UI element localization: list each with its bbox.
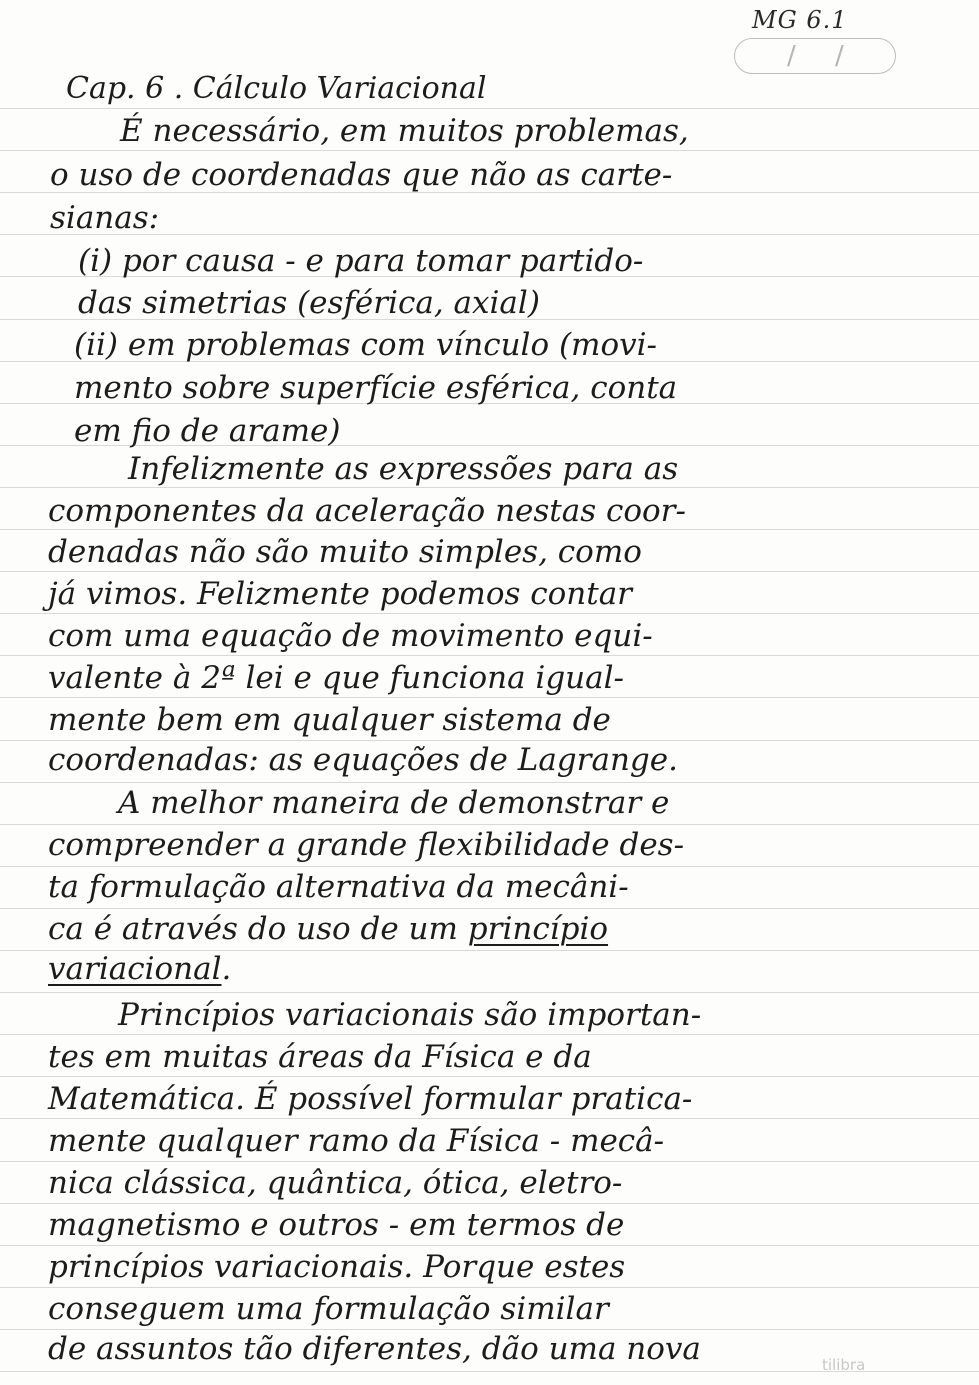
ruled-line xyxy=(0,150,979,151)
text-line: valente à 2ª lei e que funciona igual- xyxy=(48,660,624,696)
ruled-line xyxy=(0,1329,979,1330)
ruled-line xyxy=(0,1034,979,1035)
text-line: tes em muitas áreas da Física e da xyxy=(48,1039,592,1075)
text-line: em fio de arame) xyxy=(74,413,341,449)
underlined-term: variacional xyxy=(48,951,222,987)
ruled-line xyxy=(0,1076,979,1077)
date-slash: / xyxy=(835,41,844,71)
ruled-line xyxy=(0,1118,979,1119)
ruled-line xyxy=(0,697,979,698)
text-line: denadas não são muito simples, como xyxy=(48,534,642,570)
ruled-line xyxy=(0,108,979,109)
ruled-line xyxy=(0,571,979,572)
text-segment: . xyxy=(221,951,232,987)
text-line: sianas: xyxy=(50,200,160,236)
text-line: o uso de coordenadas que não as carte- xyxy=(50,157,673,193)
ruled-line xyxy=(0,1203,979,1204)
text-line: Princípios variacionais são importan- xyxy=(118,997,702,1033)
text-line: mente bem em qualquer sistema de xyxy=(48,702,611,738)
text-line: A melhor maneira de demonstrar e xyxy=(118,785,670,821)
ruled-line xyxy=(0,1161,979,1162)
ruled-line xyxy=(0,487,979,488)
text-line: Matemática. É possível formular pratica- xyxy=(48,1081,693,1117)
text-segment: ca é através do uso de um xyxy=(48,911,468,947)
ruled-line xyxy=(0,908,979,909)
date-slash: / xyxy=(787,41,796,71)
ruled-line xyxy=(0,1287,979,1288)
ruled-line xyxy=(0,529,979,530)
brand-watermark: tilibra xyxy=(822,1356,866,1374)
text-line: coordenadas: as equações de Lagrange. xyxy=(48,742,678,778)
text-line: compreender a grande flexibilidade des- xyxy=(48,827,685,863)
text-line: das simetrias (esférica, axial) xyxy=(78,285,540,321)
text-line: Infelizmente as expressões para as xyxy=(128,451,679,487)
text-line: ta formulação alternativa da mecâni- xyxy=(48,869,629,905)
text-line: (ii) em problemas com vínculo (movi- xyxy=(74,327,658,363)
ruled-line xyxy=(0,613,979,614)
ruled-line xyxy=(0,1245,979,1246)
ruled-line xyxy=(0,824,979,825)
text-line: nica clássica, quântica, ótica, eletro- xyxy=(48,1165,623,1201)
ruled-line xyxy=(0,992,979,993)
ruled-line xyxy=(0,655,979,656)
date-field xyxy=(734,38,896,74)
text-line: componentes da aceleração nestas coor- xyxy=(48,493,686,529)
chapter-title: Cap. 6 . Cálculo Variacional xyxy=(66,71,487,106)
underlined-term: princípio xyxy=(467,911,609,947)
text-line: conseguem uma formulação similar xyxy=(48,1291,609,1327)
text-line: magnetismo e outros - em termos de xyxy=(48,1207,625,1243)
ruled-line xyxy=(0,740,979,741)
text-line xyxy=(48,951,232,987)
text-line: (i) por causa - e para tomar partido- xyxy=(78,243,644,279)
text-line: princípios variacionais. Porque estes xyxy=(48,1249,626,1285)
ruled-line xyxy=(0,782,979,783)
text-line: mente qualquer ramo da Física - mecâ- xyxy=(48,1123,665,1159)
text-line: de assuntos tão diferentes, dão uma nova xyxy=(48,1331,701,1367)
text-line: mento sobre superfície esférica, conta xyxy=(74,370,678,406)
text-line xyxy=(48,911,609,947)
page-code: MG 6.1 xyxy=(752,6,848,34)
text-line: É necessário, em muitos problemas, xyxy=(120,113,689,149)
ruled-line xyxy=(0,866,979,867)
text-line: com uma equação de movimento equi- xyxy=(48,618,653,654)
text-line: já vimos. Felizmente podemos contar xyxy=(48,576,633,612)
